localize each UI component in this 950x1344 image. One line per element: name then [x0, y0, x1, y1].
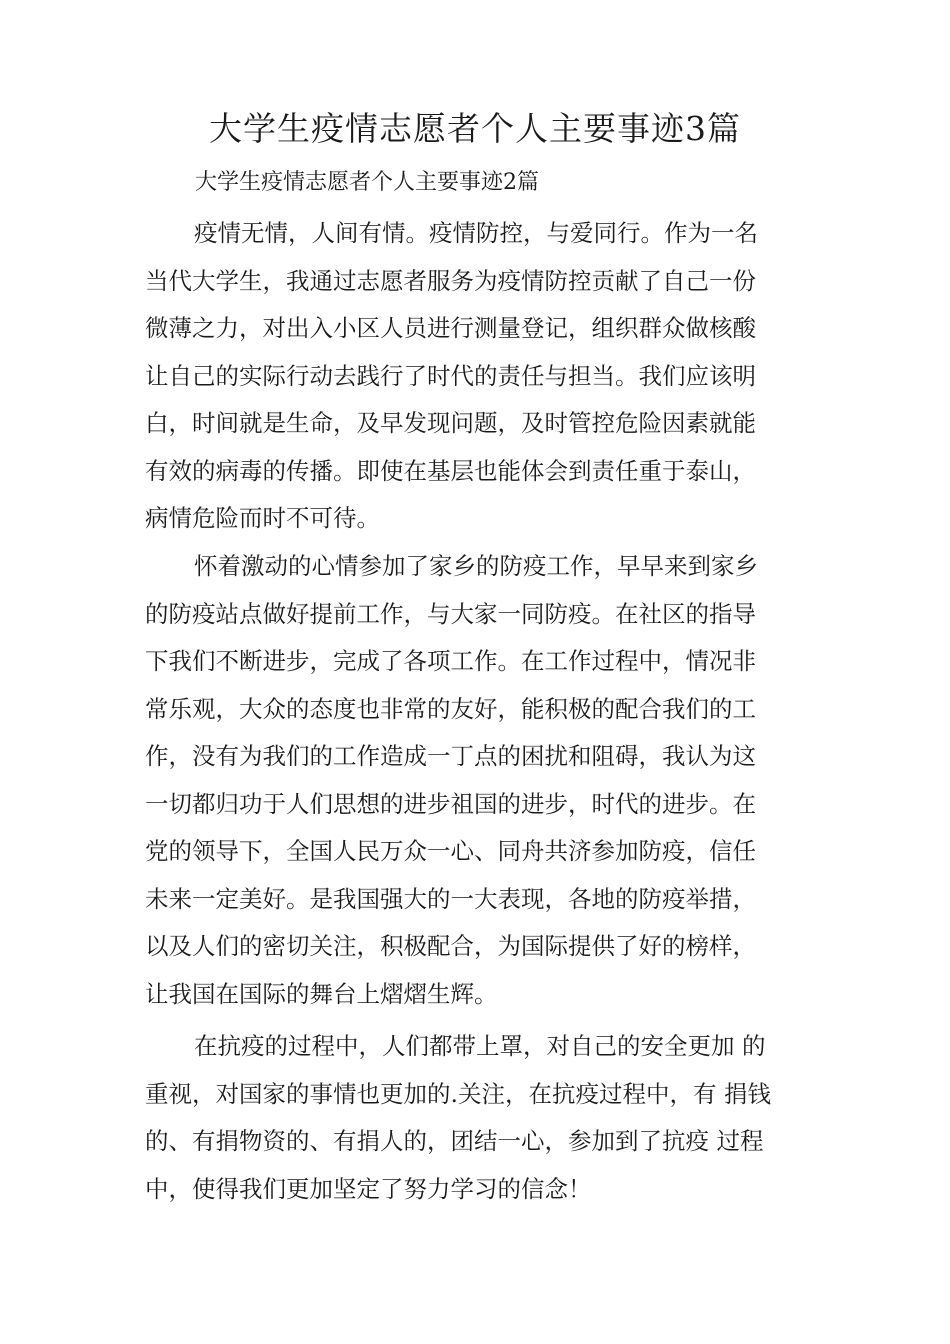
paragraph-line: 怀着激动的心情参加了家乡的防疫工作，早早来到家乡 [194, 552, 758, 580]
paragraph-line: 常乐观，大众的态度也非常的友好，能积极的配合我们的工 [145, 694, 756, 723]
paragraph-line: 疫情无情，人间有情。疫情防控，与爱同行。作为一名 [194, 219, 758, 247]
paragraph-3 [145, 1023, 807, 1213]
paragraph-1 [145, 210, 807, 543]
paragraph-line: 白，时间就是生命，及早发现问题，及时管控危险因素就能 [145, 409, 756, 437]
paragraph-line: 在抗疫的过程中，人们都带上罩，对自己的安全更加 的 [194, 1032, 766, 1060]
paragraph-2 [145, 543, 807, 1018]
document-subtitle: 大学生疫情志愿者个人主要事迹2篇 [195, 170, 539, 195]
paragraph-line: 一切都归功于人们思想的进步祖国的进步，时代的进步。在 [145, 789, 756, 818]
paragraph-line: 党的领导下，全国人民万众一心、同舟共济参加防疫，信任 [145, 837, 756, 865]
paragraph-line: 的、有捐物资的、有捐人的，团结一心，参加到了抗疫 过程 [145, 1127, 764, 1155]
paragraph-line: 以及人们的密切关注，积极配合，为国际提供了好的榜样， [145, 932, 756, 960]
document-title: 大学生疫情志愿者个人主要事迹3篇 [209, 109, 741, 148]
paragraph-line: 微薄之力，对出入小区人员进行测量登记，组织群众做核酸 [145, 314, 756, 342]
paragraph-line: 让我国在国际的舞台上熠熠生辉。 [145, 979, 498, 1008]
paragraph-line: 的防疫站点做好提前工作，与大家一同防疫。在社区的指导 [145, 599, 756, 628]
paragraph-line: 病情危险而时不可待。 [145, 504, 380, 532]
paragraph-line: 让自己的实际行动去践行了时代的责任与担当。我们应该明 [145, 361, 756, 390]
paragraph-line: 重视，对国家的事情也更加的.关注，在抗疫过程中，有 捐钱 [145, 1079, 771, 1108]
paragraph-line: 中，使得我们更加坚定了努力学习的信念！ [145, 1174, 592, 1203]
paragraph-line: 作，没有为我们的工作造成一丁点的困扰和阻碍，我认为这 [145, 742, 756, 770]
paragraph-line: 有效的病毒的传播。即使在基层也能体会到责任重于泰山， [145, 456, 756, 485]
paragraph-line: 未来一定美好。是我国强大的一大表现，各地的防疫举措， [145, 884, 756, 913]
paragraph-line: 当代大学生，我通过志愿者服务为疫情防控贡献了自己一份 [145, 266, 756, 295]
paragraph-line: 下我们不断进步，完成了各项工作。在工作过程中，情况非 [145, 647, 756, 675]
